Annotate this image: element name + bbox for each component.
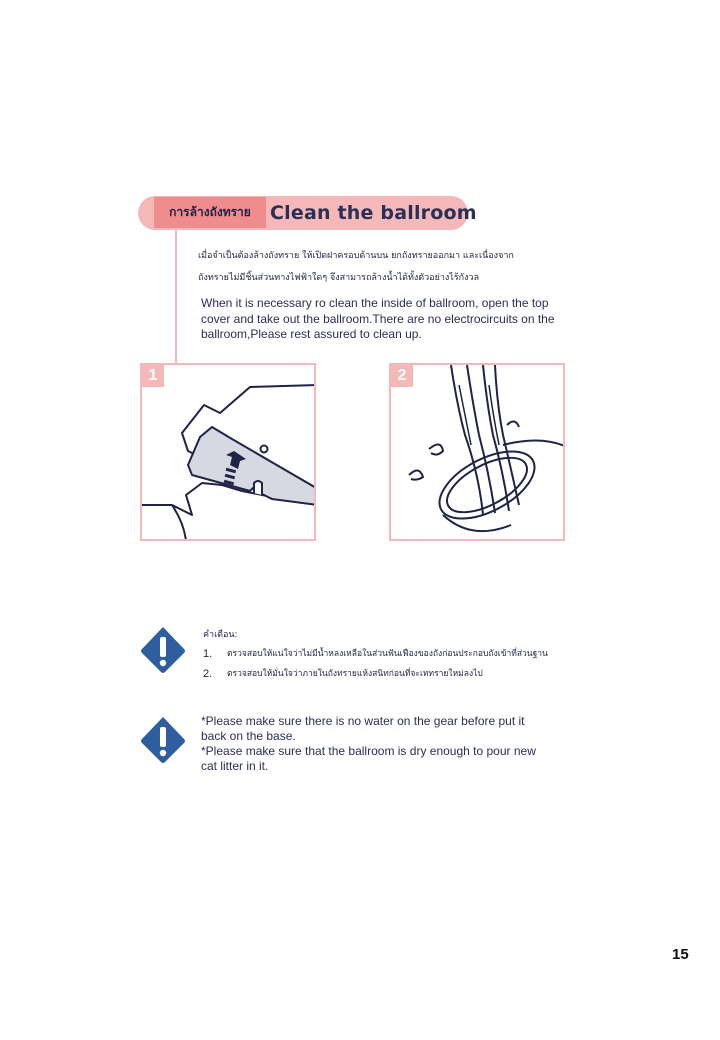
thai-instructions: [198, 245, 578, 289]
english-section-title: Clean the ballroom: [270, 202, 477, 224]
thai-instruction-line: เมื่อจำเป็นต้องล้างถังทราย ให้เปิดฝาครอบด้านบน ยกถังทรายออกมา และเนื่องจาก: [198, 251, 514, 261]
english-warning-line: back on the base.: [201, 729, 296, 743]
english-warning-line: *Please make sure there is no water on the gear before put it: [201, 714, 525, 728]
thai-instruction-line: ถังทรายไม่มีชิ้นส่วนทางไฟฟ้าใดๆ จึงสามารถล้างน้ำได้ทั้งตัวอย่างไร้กังวล: [198, 273, 480, 283]
step-2-panel: [389, 363, 565, 541]
decorative-connector-line: [175, 230, 177, 364]
english-instruction-line: cover and take out the ballroom.There are no electrocircuits on the: [201, 311, 555, 326]
page-number: 15: [672, 946, 689, 963]
rinse-ballroom-illustration: [391, 365, 565, 541]
warning-item-text: ตรวจสอบให้มั่นใจว่าภายในถังทรายแห้งสนิทก่อนที่จะเททรายใหม่ลงไป: [227, 669, 483, 679]
step-number-badge: 1: [142, 365, 164, 387]
lift-cover-illustration: [142, 365, 316, 541]
step-1-panel: [140, 363, 316, 541]
thai-warning-item: [203, 664, 623, 684]
english-instruction-line: When it is necessary ro clean the inside of ballroom, open the top: [201, 296, 549, 310]
warning-item-number: 1.: [203, 648, 213, 660]
step-number-badge: 2: [391, 365, 413, 387]
thai-warning-heading: คำเตือน:: [203, 630, 238, 640]
english-instructions: [201, 296, 591, 343]
warning-item-number: 2.: [203, 668, 213, 680]
english-warning-line: *Please make sure that the ballroom is dry enough to pour new: [201, 744, 536, 758]
warning-item-text: ตรวจสอบให้แน่ใจว่าไม่มีน้ำหลงเหลือในส่วนฟันเฟืองของถังก่อนประกอบถังเข้าที่ส่วนฐาน: [227, 649, 548, 659]
english-instruction-line: ballroom,Please rest assured to clean up.: [201, 327, 422, 341]
thai-section-title: การล้างถังทราย: [154, 197, 266, 228]
thai-warning-notes: [203, 626, 623, 684]
exclamation-warning-icon: [140, 626, 186, 674]
exclamation-warning-icon: [140, 716, 186, 764]
english-warning-notes: [201, 714, 581, 774]
english-warning-line: cat litter in it.: [201, 759, 269, 773]
thai-warning-item: [203, 644, 623, 664]
